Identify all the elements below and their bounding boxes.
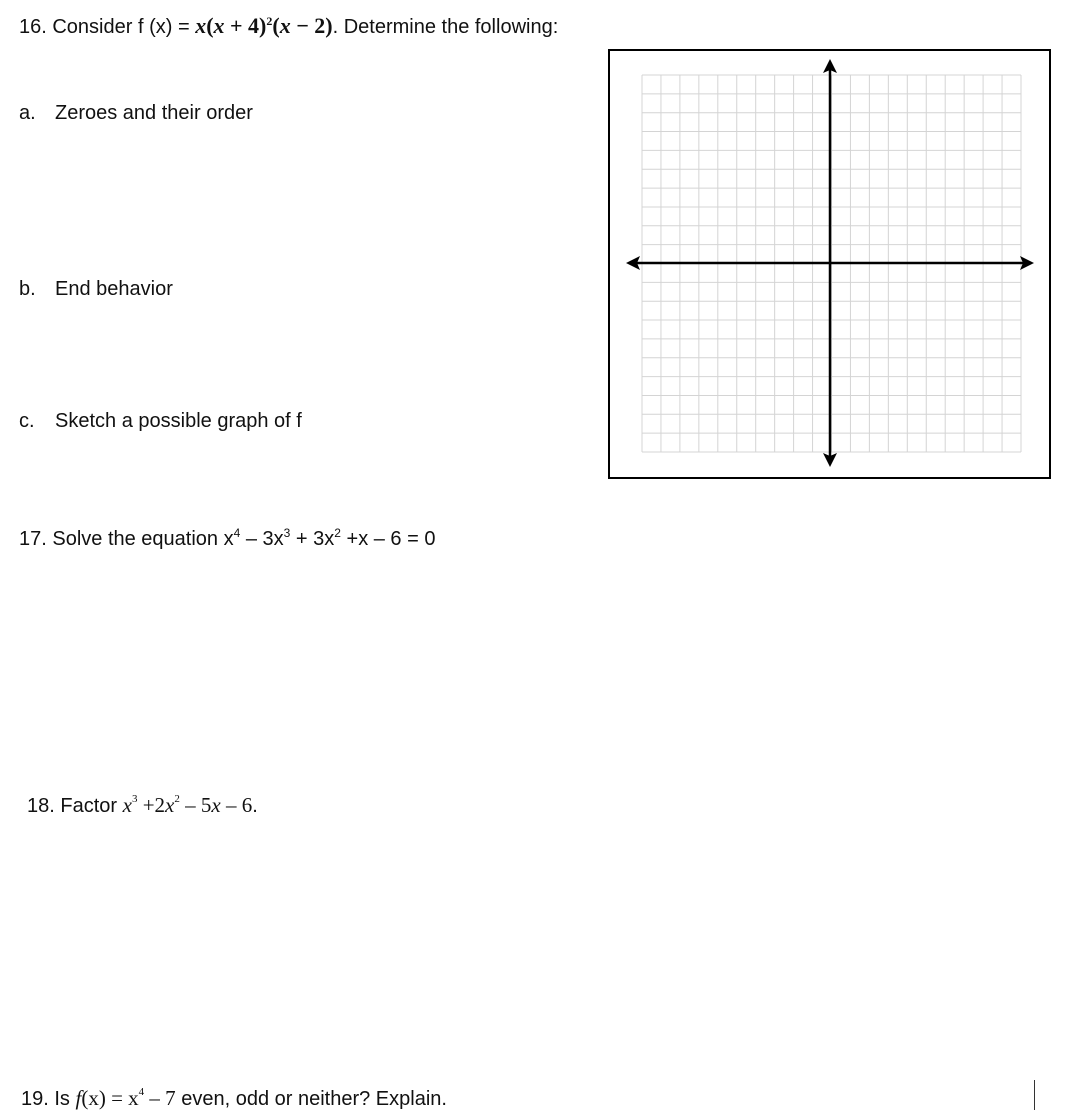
question-17 bbox=[19, 527, 435, 551]
q17-exp-2: 3 bbox=[283, 526, 291, 540]
q16-part-a bbox=[19, 101, 253, 125]
q17-exp-3: 2 bbox=[334, 526, 341, 540]
q17-exp-1: 4 bbox=[233, 526, 241, 540]
q16-part-c bbox=[19, 409, 302, 433]
q17-text-3: + 3x bbox=[290, 528, 335, 550]
part-text: End behavior bbox=[55, 278, 173, 300]
coordinate-grid bbox=[610, 51, 1049, 477]
q16-part-b bbox=[19, 277, 173, 301]
coordinate-grid-frame bbox=[608, 49, 1051, 479]
part-text: Zeroes and their order bbox=[55, 102, 253, 124]
question-19 bbox=[21, 1086, 447, 1111]
part-letter: a. bbox=[19, 102, 36, 124]
q19-text-1: 19. Is bbox=[21, 1088, 76, 1110]
q17-text-4: +x – 6 = 0 bbox=[340, 528, 436, 550]
q18-text-1: 18. Factor bbox=[27, 795, 123, 817]
q17-text-1: 17. Solve the equation x bbox=[19, 528, 234, 550]
q16-intro: 16. Consider f (x) = bbox=[19, 16, 196, 38]
part-text: Sketch a possible graph of f bbox=[55, 410, 302, 432]
q18-polynomial: $x^3 +2x^2 - 5x - 6$ bbox=[122, 793, 253, 817]
q19-suffix: even, odd or neither? Explain. bbox=[175, 1088, 447, 1110]
q19-function: $f(x) = x^4 - 7$ bbox=[75, 1086, 176, 1110]
question-18 bbox=[27, 793, 258, 818]
q17-text-2: – 3x bbox=[240, 528, 284, 550]
q16-expression: $x(x + 4)^2(x - 2)$ bbox=[195, 13, 333, 38]
text-cursor bbox=[1034, 1080, 1035, 1110]
q18-suffix: . bbox=[252, 795, 258, 817]
question-16-heading bbox=[19, 14, 558, 39]
part-letter: b. bbox=[19, 278, 36, 300]
q16-suffix: . Determine the following: bbox=[332, 16, 559, 38]
part-letter: c. bbox=[19, 410, 35, 432]
